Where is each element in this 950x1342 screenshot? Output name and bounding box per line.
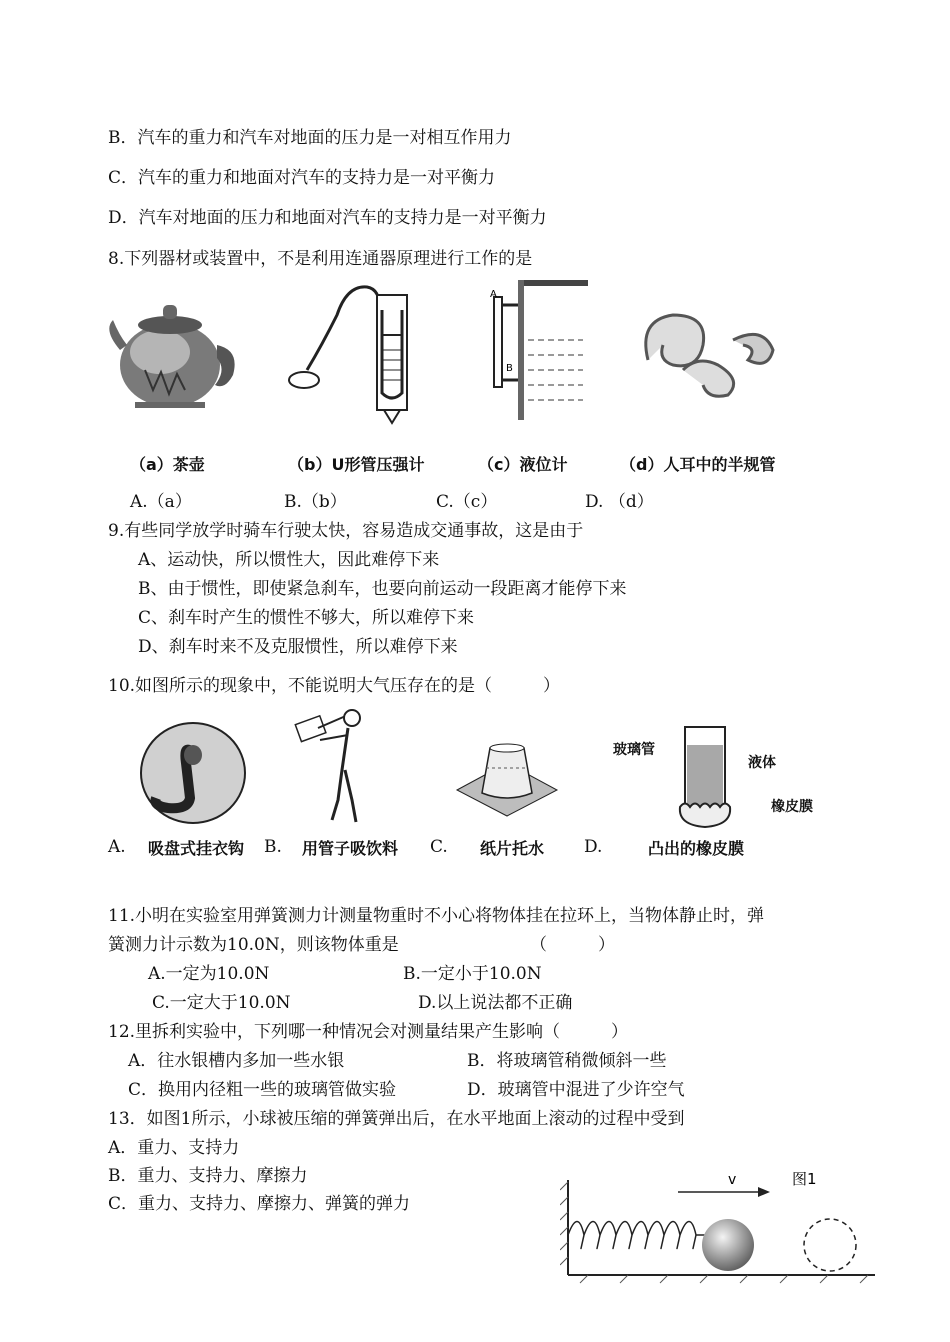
q13-option-a: A．重力、支持力: [108, 1138, 240, 1158]
gauge-letter-a: A: [490, 289, 497, 300]
q8-caption-a: （a）茶壶: [130, 455, 205, 474]
q7-option-c: C．汽车的重力和地面对汽车的支持力是一对平衡力: [108, 168, 496, 188]
q7-option-d: D．汽车对地面的压力和地面对汽车的支持力是一对平衡力: [108, 208, 547, 228]
q10-letter-b: B.: [264, 837, 282, 857]
suction-hook-figure: [138, 718, 248, 830]
q11-stem-line1: 11.小明在实验室用弹簧测力计测量物重时不小心将物体挂在拉环上，当物体静止时，弹: [108, 906, 765, 926]
q7-option-b: B．汽车的重力和汽车对地面的压力是一对相互作用力: [108, 128, 512, 148]
q12-option-c: C．换用内径粗一些的玻璃管做实验: [128, 1080, 397, 1100]
q12-option-b: B．将玻璃管稍微倾斜一些: [467, 1051, 667, 1071]
q9-stem: 9.有些同学放学时骑车行驶太快，容易造成交通事故，这是由于: [108, 521, 584, 541]
q8-option-b: B.（b）: [284, 492, 347, 512]
q8-option-d: D. （d）: [585, 492, 654, 512]
gauge-letter-b: B: [506, 363, 513, 374]
q11-option-b: B.一定小于10.0N: [403, 964, 542, 984]
q9-option-c: C、刹车时产生的惯性不够大，所以难停下来: [138, 608, 475, 628]
q9-option-d: D、刹车时来不及克服惯性，所以难停下来: [138, 637, 458, 657]
figure-1-spring-ball: [560, 1160, 880, 1285]
q12-stem: 12.里拆利实验中，下列哪一种情况会对测量结果产生影响（ ）: [108, 1022, 629, 1042]
q10-caption-b: 用管子吸饮料: [302, 839, 399, 858]
q8-caption-d: （d）人耳中的半规管: [620, 455, 776, 474]
q10-letter-d: D.: [584, 837, 603, 857]
drinking-straw-figure: [290, 700, 390, 830]
semicircular-canal-figure: [628, 300, 778, 410]
q8-caption-c: （c）液位计: [478, 455, 568, 474]
q10-letter-c: C.: [430, 837, 448, 857]
q11-stem-line2: 簧测力计示数为10.0N，则该物体重是: [108, 935, 399, 955]
q10-caption-c: 纸片托水: [480, 839, 545, 858]
figure-1-label: 图1: [792, 1170, 817, 1188]
bulging-membrane-figure: [670, 725, 740, 830]
q8-option-a: A.（a）: [130, 492, 192, 512]
liquid-level-gauge-figure: [478, 275, 588, 425]
q10-caption-a: 吸盘式挂衣钩: [148, 839, 245, 858]
q12-option-d: D．玻璃管中混进了少许空气: [467, 1080, 685, 1100]
q11-option-c: C.一定大于10.0N: [152, 993, 291, 1013]
q12-option-a: A．往水银槽内多加一些水银: [128, 1051, 345, 1071]
q10-caption-d: 凸出的橡皮膜: [648, 839, 745, 858]
u-tube-manometer-figure: [282, 275, 412, 425]
label-glass-tube: 玻璃管: [613, 742, 655, 758]
q10-stem: 10.如图所示的现象中，不能说明大气压存在的是（ ）: [108, 676, 561, 696]
velocity-label: v: [728, 1172, 737, 1188]
q8-stem: 8.下列器材或装置中，不是利用连通器原理进行工作的是: [108, 249, 533, 269]
label-rubber-membrane: 橡皮膜: [771, 799, 813, 815]
label-liquid: 液体: [748, 755, 776, 771]
q10-letter-a: A.: [108, 837, 126, 857]
q9-option-b: B、由于惯性，即使紧急刹车，也要向前运动一段距离才能停下来: [138, 579, 627, 599]
q11-option-d: D.以上说法都不正确: [418, 993, 573, 1013]
q8-caption-b: （b）U形管压强计: [288, 455, 425, 474]
q13-option-b: B．重力、支持力、摩擦力: [108, 1166, 308, 1186]
q8-option-c: C.（c）: [436, 492, 498, 512]
q13-stem: 13．如图1所示，小球被压缩的弹簧弹出后，在水平地面上滚动的过程中受到: [108, 1109, 685, 1129]
teapot-figure: [105, 290, 240, 420]
q11-answer-paren: （ ）: [530, 935, 615, 955]
q9-option-a: A、运动快，所以惯性大，因此难停下来: [138, 550, 440, 570]
card-holds-water-figure: [452, 738, 562, 818]
q11-option-a: A.一定为10.0N: [148, 964, 270, 984]
q13-option-c: C．重力、支持力、摩擦力、弹簧的弹力: [108, 1194, 411, 1214]
